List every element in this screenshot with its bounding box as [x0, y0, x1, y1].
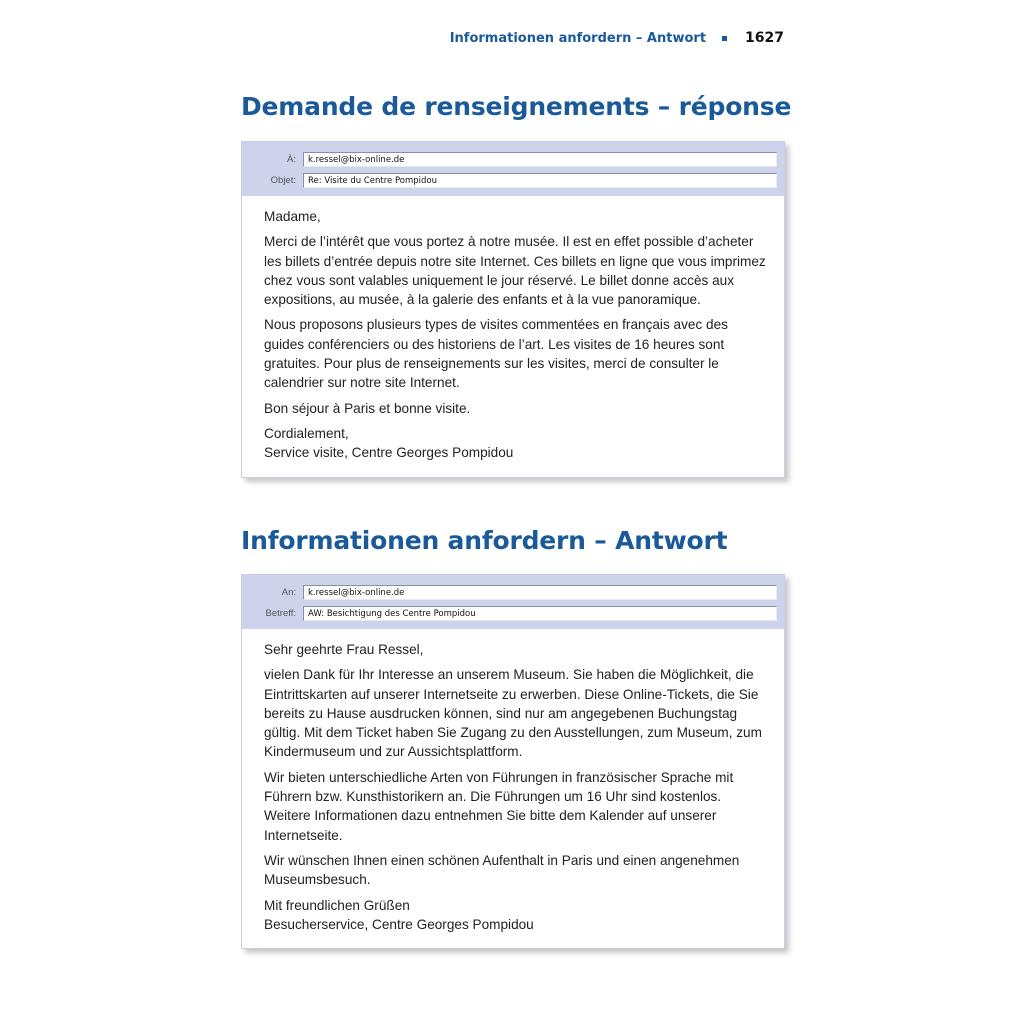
email-closing: Mit freundlichen Grüßen Besucherservice, Centre Georges Pompidou [264, 897, 534, 932]
email-french [241, 141, 785, 478]
email-body [242, 196, 784, 477]
email-paragraph: vielen Dank für Ihr Interesse an unserem Museum. Sie haben die Möglichkeit, die Eintrittskarten auf unserer Internetseite zu erwerben. Diese Online-Tickets, die Sie bereits zu Hause ausdrucken können, sind nur am angegebenen Buchungstag gültig. Mit dem Ticket haben Sie Zugang zu den Ausstellungen, zum Museum, zum Kindermuseum und zur Aussichtsplattform. [264, 667, 762, 760]
running-head-title: Informationen anfordern – Antwort [449, 30, 707, 46]
to-label: À: [287, 154, 296, 165]
section-title-german: Informationen anfordern – Antwort [241, 526, 728, 555]
email-closing: Cordialement, Service visite, Centre Georges Pompidou [264, 425, 514, 461]
subject-field[interactable]: AW: Besichtigung des Centre Pompidou [303, 606, 777, 621]
subject-label: Betreff: [265, 608, 296, 619]
subject-field[interactable]: Re: Visite du Centre Pompidou [303, 173, 777, 188]
email-paragraph: Nous proposons plusieurs types de visites commentées en français avec des guides conférenciers ou des historiens de l’art. Les visites de 16 heures sont gratuites. Pour plus de renseignements sur les visites, merci de consulter le calendrier sur notre site Internet. [264, 317, 728, 391]
email-salutation: Sehr geehrte Frau Ressel, [264, 642, 424, 657]
email-salutation: Madame, [264, 209, 321, 224]
email-body [242, 629, 784, 948]
email-paragraph: Bon séjour à Paris et bonne visite. [264, 400, 471, 416]
subject-label: Objet: [270, 175, 296, 186]
email-paragraph: Wir wünschen Ihnen einen schönen Aufenthalt in Paris und einen angenehmen Museumsbesuch. [264, 852, 740, 888]
section-title-french: Demande de renseignements – réponse [241, 92, 792, 121]
running-head-separator [722, 36, 727, 41]
email-header [242, 142, 784, 196]
to-field[interactable]: k.ressel@bix-online.de [303, 585, 777, 600]
subject-row [242, 605, 777, 622]
email-german [241, 574, 785, 949]
running-head [450, 30, 784, 46]
to-field[interactable]: k.ressel@bix-online.de [303, 152, 777, 167]
subject-row [242, 172, 777, 189]
to-row [242, 584, 777, 601]
to-row [242, 151, 777, 168]
email-header [242, 575, 784, 629]
to-label: An: [281, 587, 296, 598]
email-paragraph: Wir bieten unterschiedliche Arten von Führungen in französischer Sprache mit Führern bzw. Kunsthistorikern an. Die Führungen um 16 Uhr sind kostenlos. Weitere Informationen dazu entnehmen Sie bitte dem Kalender auf unserer Internetseite. [264, 769, 734, 843]
email-paragraph: Merci de l’intérêt que vous portez à notre musée. Il est en effet possible d’acheter les billets d’entrée depuis notre site Internet. Ces billets en ligne que vous imprimez chez vous sont valables uniquement le jour réservé. Le billet donne accès aux expositions, au musée, à la galerie des enfants et à la vue panoramique. [264, 234, 766, 308]
page-number: 1627 [745, 30, 784, 46]
